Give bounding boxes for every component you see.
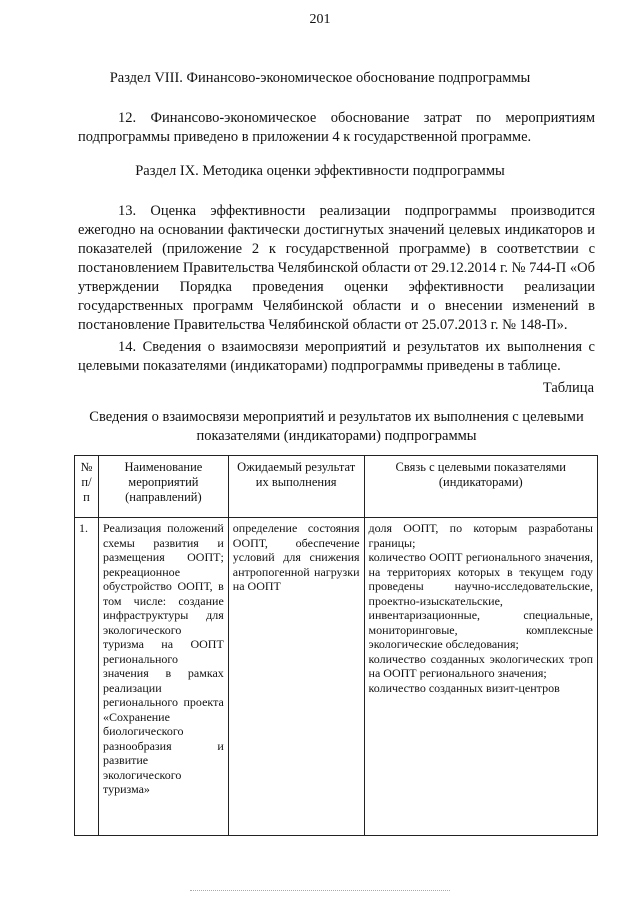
- indicator-item: количество созданных экологических троп на ООПТ регионального значения;: [368, 651, 593, 680]
- table-row: [75, 518, 598, 836]
- indicator-item: доля ООПТ, по которым разработаны границы;: [368, 521, 593, 550]
- paragraph-12: 12. Финансово-экономическое обоснование затрат по мероприятиям подпрограммы приведено в приложении 4 к государственной программе.: [78, 110, 595, 145]
- header-activity-name: Наименование мероприятий (направлений): [98, 456, 228, 518]
- row-expected-result: определение состояния ООПТ, обеспечение условий для снижения антропогенной нагрузки на ООПТ: [228, 518, 364, 836]
- footer-divider: [190, 890, 450, 891]
- header-number: № п/п: [75, 456, 99, 518]
- table-header-row: [75, 456, 598, 518]
- header-indicator-link: Связь с целевыми показателями (индикаторами): [364, 456, 597, 518]
- section-9-title: Раздел IX. Методика оценки эффективности подпрограммы: [135, 163, 505, 179]
- row-indicator-links: [364, 518, 597, 836]
- row-number: 1.: [75, 518, 99, 836]
- relations-table: [74, 455, 598, 836]
- section-8-title: Раздел VIII. Финансово-экономическое обоснование подпрограммы: [109, 70, 531, 86]
- header-expected-result: Ожидаемый результат их выполнения: [228, 456, 364, 518]
- paragraph-14: 14. Сведения о взаимосвязи мероприятий и результатов их выполнения с целевыми показателями (индикаторами) подпрограммы приведены в таблице.: [78, 339, 595, 374]
- row-activity-name: Реализация положений схемы развития и размещения ООПТ; рекреационное обустройство ООПТ, в том числе: создание инфраструктуры для экологического туризма на ООПТ регионального значения в рамках реализации регионального проекта «Сохранение биологического разнообразия и развитие экологического туризма»: [98, 518, 228, 836]
- page-number: 201: [309, 12, 331, 27]
- indicator-item: количество созданных визит-центров: [368, 680, 560, 695]
- table-label: Таблица: [542, 380, 594, 396]
- table-caption: Сведения о взаимосвязи мероприятий и результатов их выполнения с целевыми показателями (индикаторами) подпрограммы: [89, 409, 584, 444]
- indicator-item: количество ООПТ регионального значения, на территориях которых в текущем году проведены научно-исследовательские, проектно-изыскательские, инвентаризационные, специальные, мониторинговые, комплексные экологические обследования;: [368, 550, 593, 651]
- paragraph-13: 13. Оценка эффективности реализации подпрограммы производится ежегодно на основании фактически достигнутых значений целевых индикаторов и показателей (приложение 2 к государственной программе) в соответствии с постановлением Правительства Челябинской области от 29.12.2014 г. № 744-П «Об утверждении Порядка проведения оценки эффективности реализации государственных программ Челябинской области и о внесении изменений в постановление Правительства Челябинской области от 25.07.2013 г. № 148-П».: [78, 203, 595, 333]
